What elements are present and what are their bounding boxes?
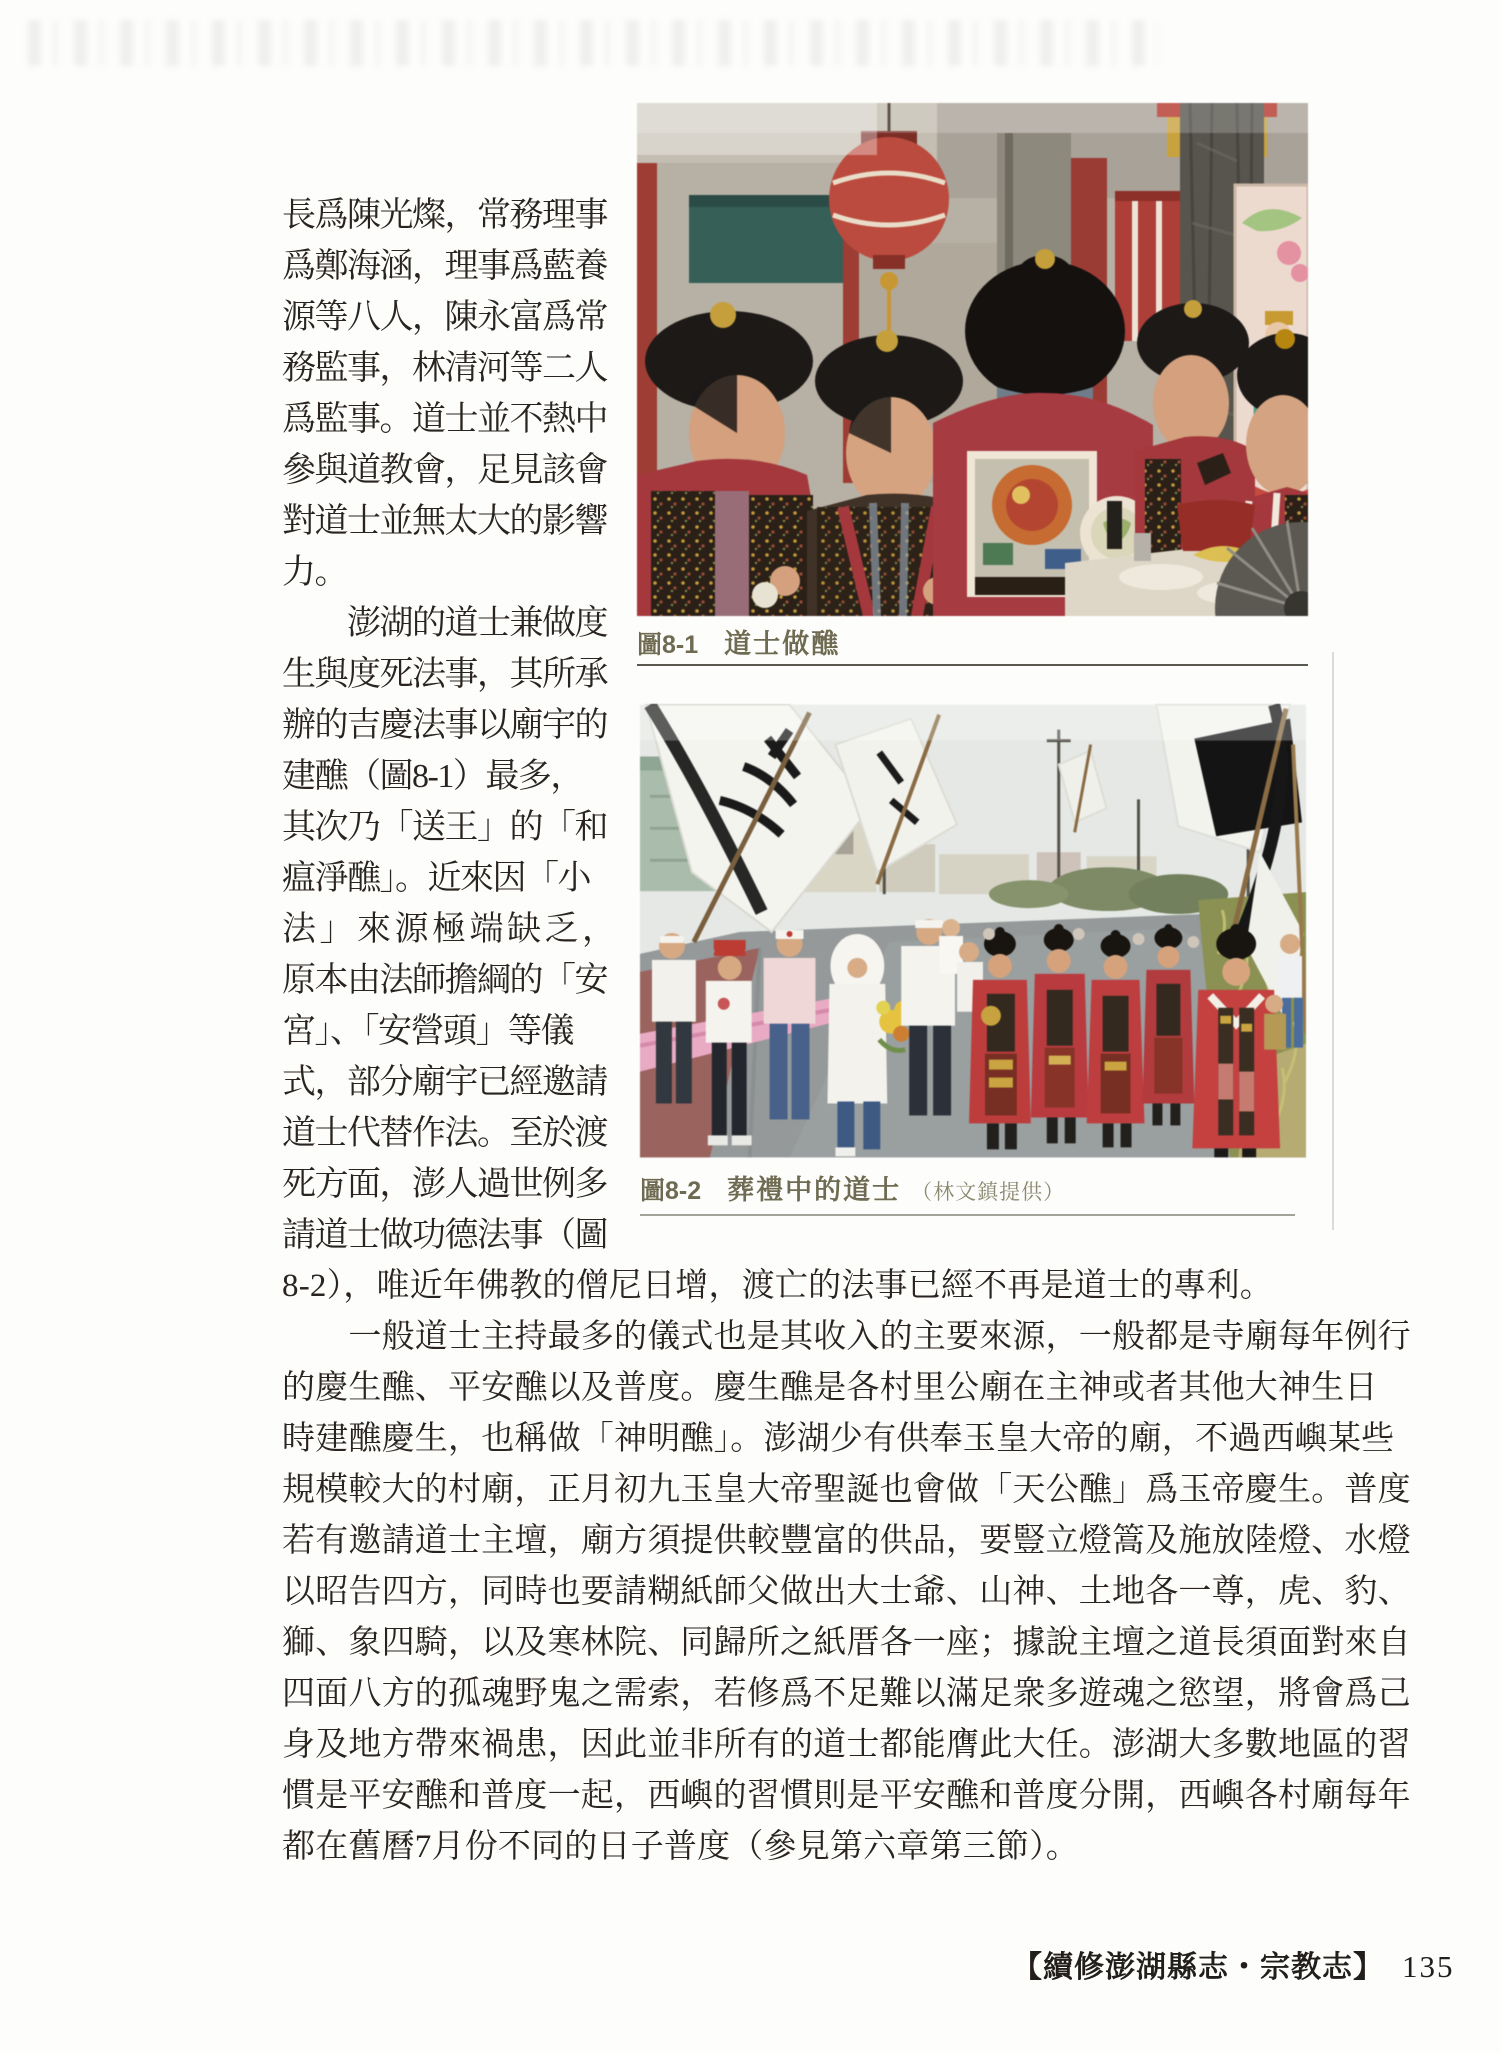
figure-2-photo — [640, 704, 1306, 1158]
footer-page-number: 135 — [1402, 1949, 1455, 1984]
figure-1-caption — [637, 622, 850, 661]
figure-credit: （林文鎮提供） — [911, 1181, 1066, 1204]
text-line: 以昭告四方，同時也要請糊紙師父做出大士爺、山神、土地各一尊，虎、豹、 — [282, 1574, 1411, 1610]
footer-volume: 【續修澎湖縣志・宗教志】 — [1012, 1951, 1384, 1984]
text-line: 獅、象四騎，以及寒林院、同歸所之紙厝各一座；據說主壇之道長須面對來自 — [282, 1625, 1411, 1661]
text-line: 死方面，澎人過世例多 — [282, 1166, 607, 1203]
text-line: 法」來源極端缺乏， — [282, 911, 620, 948]
text-line: 都在舊曆7月份不同的日子普度（參見第六章第三節）。 — [282, 1829, 1079, 1865]
text-line: 瘟淨醮」。近來因「小 — [282, 860, 590, 897]
text-line: 辦的吉慶法事以廟宇的 — [282, 707, 607, 744]
figure-1-photo — [637, 103, 1308, 616]
caption-rule — [640, 1214, 1295, 1216]
text-line: 澎湖的道士兼做度 — [282, 605, 607, 642]
text-line: 規模較大的村廟，正月初九玉皇大帝聖誕也會做「天公醮」爲玉帝慶生。普度 — [282, 1472, 1411, 1508]
text-line: 對道士並無太大的影響 — [282, 503, 607, 540]
text-line: 爲鄭海涵，理事爲藍養 — [282, 248, 607, 285]
text-line: 8-2），唯近年佛教的僧尼日增，渡亡的法事已經不再是道士的專利。 — [282, 1268, 1273, 1304]
text-line: 生與度死法事，其所承 — [282, 656, 607, 693]
text-line: 爲監事。道士並不熱中 — [282, 401, 607, 438]
text-line: 宮」、「安營頭」等儀 — [282, 1013, 573, 1050]
caption-rule — [637, 664, 1308, 666]
text-line: 身及地方帶來禍患，因此並非所有的道士都能膺此大任。澎湖大多數地區的習 — [282, 1727, 1411, 1763]
text-line: 務監事，林清河等二人 — [282, 350, 607, 387]
text-line: 力。 — [282, 554, 347, 591]
text-line: 其次乃「送王」的「和 — [282, 809, 607, 846]
text-line: 道士代替作法。至於渡 — [282, 1115, 607, 1152]
text-line: 四面八方的孤魂野鬼之需索，若修爲不足難以滿足衆多遊魂之慾望，將會爲己 — [282, 1676, 1411, 1712]
text-line: 建醮（圖8-1）最多， — [282, 758, 583, 795]
text-line: 源等八人，陳永富爲常 — [282, 299, 607, 336]
body-text — [282, 1261, 1411, 1873]
ghost-text-band — [28, 20, 1158, 66]
footer — [1012, 1942, 1455, 1986]
figure-title: 葬禮中的道士 — [727, 1175, 902, 1205]
text-line: 一般道士主持最多的儀式也是其收入的主要來源，一般都是寺廟每年例行 — [282, 1319, 1411, 1355]
scan-artifact-line — [1332, 652, 1334, 1230]
text-line: 的慶生醮、平安醮以及普度。慶生醮是各村里公廟在主神或者其他大神生日 — [282, 1370, 1378, 1406]
text-line: 式，部分廟宇已經邀請 — [282, 1064, 607, 1101]
left-column — [282, 190, 620, 1261]
text-line: 請道士做功德法事（圖 — [282, 1217, 607, 1254]
text-line: 參與道教會，足見該會 — [282, 452, 607, 489]
text-line: 原本由法師擔綱的「安 — [282, 962, 607, 999]
figure-label: 圖8-1 — [637, 631, 699, 659]
figure-2-caption — [640, 1168, 1065, 1207]
text-line: 長爲陳光燦，常務理事 — [282, 197, 607, 234]
figure-label: 圖8-2 — [640, 1177, 702, 1205]
text-line: 若有邀請道士主壇，廟方須提供較豐富的供品，要豎立燈篙及施放陸燈、水燈 — [282, 1523, 1411, 1559]
figure-title: 道士做醮 — [724, 629, 841, 659]
text-line: 慣是平安醮和普度一起，西嶼的習慣則是平安醮和普度分開，西嶼各村廟每年 — [282, 1778, 1411, 1814]
text-line: 時建醮慶生，也稱做「神明醮」。澎湖少有供奉玉皇大帝的廟，不過西嶼某些 — [282, 1421, 1395, 1457]
